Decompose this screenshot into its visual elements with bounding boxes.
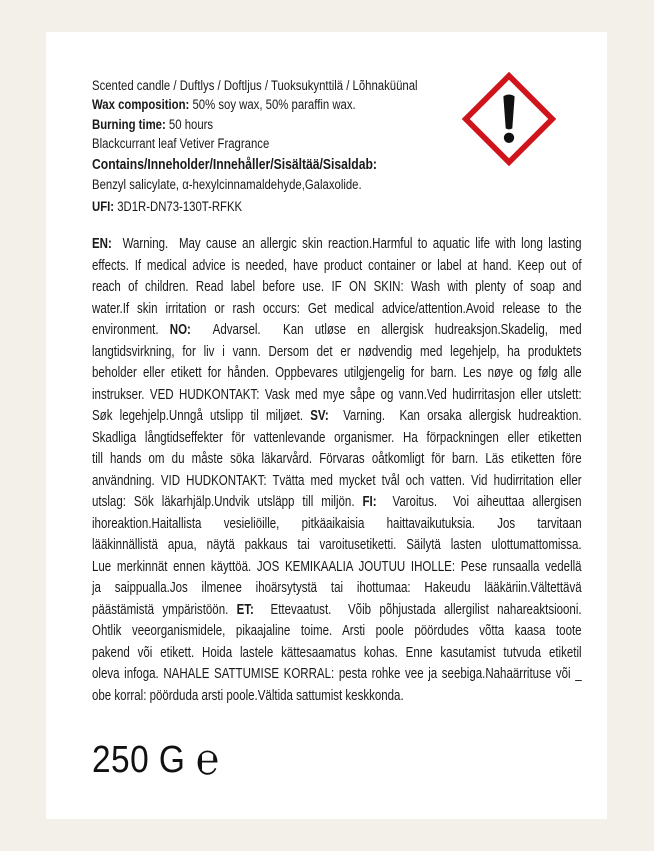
contains-label: Contains/Inneholder/Innehåller/Sisältää/Sisaldab:	[92, 155, 377, 173]
warning-line	[92, 578, 582, 600]
warning-line	[92, 406, 582, 428]
weight-value: 250 G	[92, 738, 186, 781]
warning-text: päästämistä ympäristöön.	[92, 601, 237, 618]
warning-line	[92, 535, 582, 557]
estimated-sign-icon: ℮	[195, 734, 220, 785]
warning-text: Skadliga långtidseffekter för vattenlevande organismer. Ha förpackningen eller etiketten	[92, 429, 582, 446]
warning-text: Ettevaatust. Võib põhjustada allergilist nahareaktsiooni.	[253, 601, 582, 618]
warning-line	[92, 557, 582, 579]
warning-text: Ohtlik veeorganismidele, pikaajaline toime. Arsti poole pöördudes võtta kaasa toote	[92, 623, 582, 639]
warning-text: obe korral: pöörduda arsti poole.Vältida sattumist keskkonda.	[92, 687, 404, 704]
warning-line	[92, 686, 582, 708]
warning-line	[92, 664, 582, 686]
warning-text: utslag: Sök läkarhjälp.Undvik utsläpp till miljön.	[92, 494, 363, 510]
language-code: ET:	[236, 601, 254, 618]
warning-line	[92, 277, 582, 299]
warning-text: Lue merkinnät ennen käyttöä. JOS KEMIKAALIA JOUTUU IHOLLE: Pese runsaalla vedellä	[92, 558, 582, 575]
warning-line	[92, 363, 582, 385]
warning-line	[92, 449, 582, 471]
warning-line	[92, 621, 582, 643]
warning-line	[92, 471, 582, 493]
warning-text: beholder eller etikett for hånden. Oppbevares utilgjengelig for barn. Les nøye og følg alle	[92, 365, 582, 381]
warning-text: användning. VID HUDKONTAKT: Tvätta med mycket tvål och vatten. Vid hudirritation eller	[92, 472, 582, 489]
product-names: Scented candle / Duftlys / Doftljus / Tuoksukynttilä / Lõhnaküünal	[92, 78, 418, 94]
warning-line	[92, 514, 582, 536]
warning-text: Varoitus. Voi aiheuttaa allergisen	[376, 494, 582, 510]
fragrance-name: Blackcurrant leaf Vetiver Fragrance	[92, 136, 270, 153]
warning-text: till hands om du måste söka läkarvård. Förvaras oåtkomligt för barn. Läs etiketten före	[92, 451, 582, 467]
warning-text: environment.	[92, 322, 170, 338]
warning-text: effects. If medical advice is needed, have product container or label at hand. Keep out of	[92, 257, 582, 274]
warning-text: Varning. Kan orsaka allergisk hudreaktion.	[328, 408, 582, 424]
warning-text: oleva infoga. NAHALE SATTUMISE KORRAL: pesta rohke vee ja seebiga.Nahaärrituse või _	[92, 666, 582, 682]
language-code: FI:	[362, 494, 377, 510]
ufi-label: UFI:	[92, 199, 115, 216]
warning-text: Advarsel. Kan utløse en allergisk hudreaksjon.Skadelig, med	[190, 322, 582, 338]
warning-line	[92, 320, 582, 342]
warning-text: langtidsvirkning, for liv i vann. Dersom det er nødvendig med legehjelp, ha produktets	[92, 343, 582, 360]
warning-line	[92, 428, 582, 450]
warnings-block	[92, 234, 654, 707]
warning-text: ja saippualla.Jos ilmenee ihoärsytystä tai ihottumaa: Hakeudu lääkäriin.Vältettävä	[92, 580, 582, 596]
ufi-code	[92, 198, 564, 217]
language-code: SV:	[310, 408, 329, 424]
wax-label: Wax composition:	[92, 97, 190, 114]
warning-line	[92, 385, 582, 407]
burn-value: 50 hours	[165, 116, 214, 133]
ufi-value: 3D1R-DN73-130T-RFKK	[114, 199, 243, 216]
exclamation-warning-icon	[462, 72, 556, 166]
warning-text: ihoreaktion.Haitallista vesieliöille, pitkäaikaisia haittavaikutuksia. Jos tarvitaan	[92, 515, 582, 532]
contains-value: Benzyl salicylate, α-hexylcinnamaldehyde,Galaxolide.	[92, 177, 362, 194]
warning-text: instrukser. VED HUDKONTAKT: Vask med mye såpe og vann.Ved hudirritasjon eller utslett:	[92, 386, 582, 403]
warning-text: reach of children. Read label before use. IF ON SKIN: Wash with plenty of soap and	[92, 279, 582, 295]
hazard-pictogram	[462, 72, 556, 166]
wax-value: 50% soy wax, 50% paraffin wax.	[189, 97, 356, 114]
warning-text: lääkinnällistä apua, näytä pakkaus tai varoitusetiketti. Säilytä lasten ulottumattomissa.	[92, 537, 582, 553]
language-code: EN:	[92, 236, 112, 252]
warning-line	[92, 643, 582, 665]
warning-line	[92, 299, 582, 321]
warnings-text	[92, 234, 582, 707]
warning-text: pakend või etikett. Hoida lastele kättesaamatus kohas. Enne kasutamist tutvuda etiketil	[92, 644, 582, 661]
warning-text: Warning. May cause an allergic skin reaction.Harmful to aquatic life with long lasting	[111, 236, 582, 252]
net-weight	[92, 734, 220, 785]
language-code: NO:	[169, 322, 191, 338]
warning-line	[92, 492, 582, 514]
warning-line	[92, 600, 582, 622]
burn-label: Burning time:	[92, 116, 166, 133]
warning-line	[92, 256, 582, 278]
warning-text: water.If skin irritation or rash occurs: Get medical advice/attention.Avoid release to the	[92, 300, 582, 317]
warning-text: Søk legehjelp.Unngå utslipp til miljøet.	[92, 408, 311, 424]
warning-line	[92, 234, 582, 256]
warning-line	[92, 342, 582, 364]
